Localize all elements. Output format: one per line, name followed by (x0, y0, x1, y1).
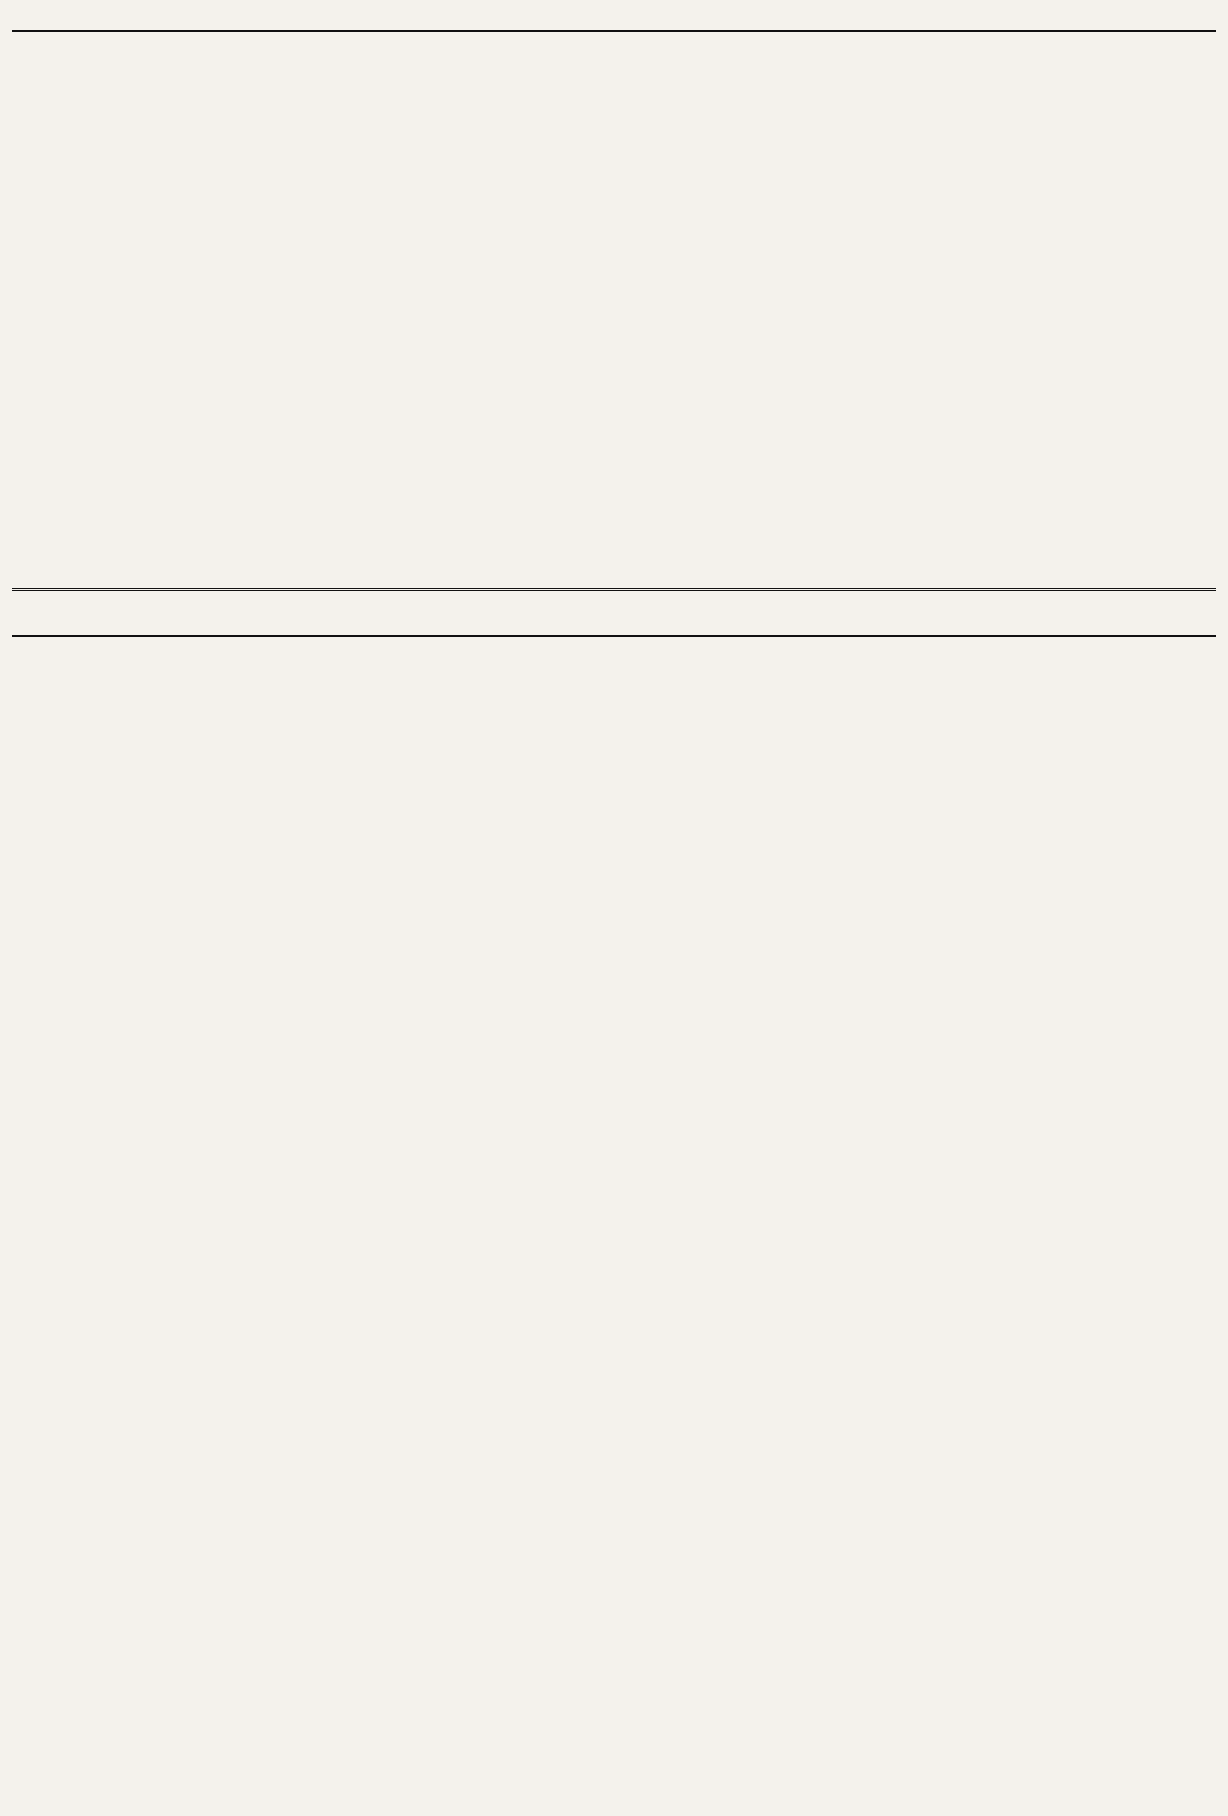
masthead (12, 10, 1216, 32)
household-service-directory (12, 588, 1216, 1808)
directory-banner (12, 591, 1216, 637)
classified-top-section (12, 36, 1216, 576)
